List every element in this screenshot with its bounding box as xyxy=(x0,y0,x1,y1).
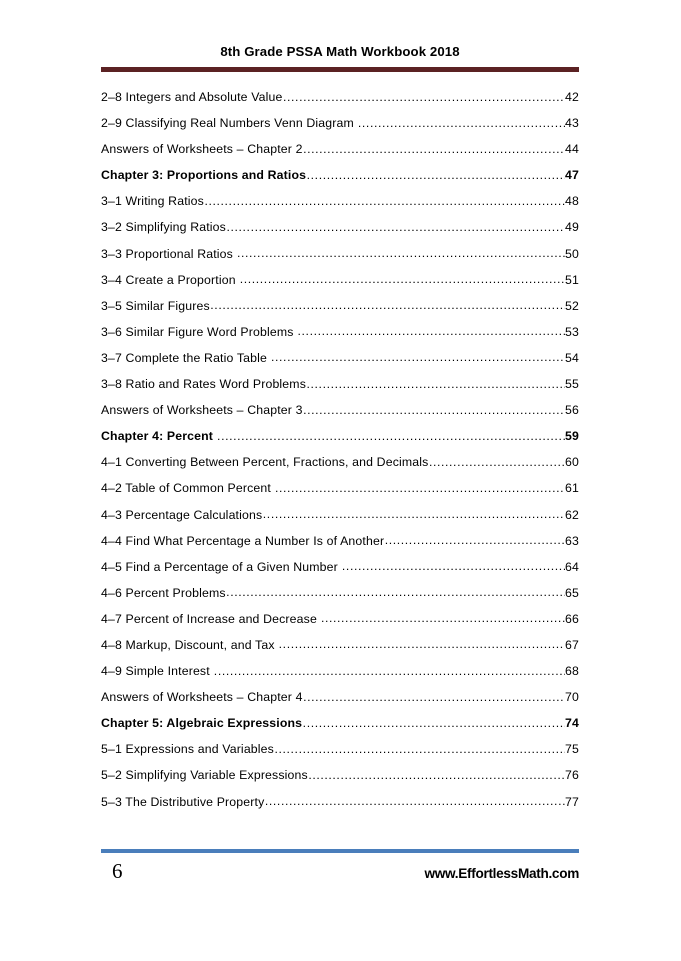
toc-entry-page-number: 70 xyxy=(565,690,579,705)
toc-dot-leader xyxy=(271,351,565,365)
footer-row xyxy=(101,861,579,882)
page-header xyxy=(101,44,579,72)
toc-entry-page-number: 60 xyxy=(565,455,579,470)
toc-entry-page-number: 64 xyxy=(565,559,579,574)
toc-entry-title: 3–3 Proportional Ratios xyxy=(101,246,233,261)
toc-entry[interactable] xyxy=(101,795,579,821)
toc-entry-page-number: 61 xyxy=(565,481,579,496)
toc-entry[interactable] xyxy=(101,247,579,273)
toc-entry[interactable] xyxy=(101,194,579,220)
toc-entry[interactable] xyxy=(101,690,579,716)
toc-dot-leader xyxy=(279,638,565,652)
toc-entry-title: Chapter 5: Algebraic Expressions xyxy=(101,716,303,731)
toc-dot-leader xyxy=(303,403,564,417)
toc-entry[interactable] xyxy=(101,664,579,690)
toc-entry-page-number: 56 xyxy=(565,403,579,418)
toc-dot-leader xyxy=(303,716,565,730)
toc-entry-title: Chapter 4: Percent xyxy=(101,429,214,444)
toc-dot-leader xyxy=(308,768,564,782)
toc-entry-page-number: 77 xyxy=(565,794,579,809)
page-number: 6 xyxy=(112,859,123,883)
toc-entry-page-number: 55 xyxy=(565,377,579,392)
toc-entry-title: Chapter 3: Proportions and Ratios xyxy=(101,168,307,183)
toc-entry-title: 3–5 Similar Figures xyxy=(101,298,210,313)
toc-entry[interactable] xyxy=(101,220,579,246)
toc-entry[interactable] xyxy=(101,403,579,429)
toc-entry[interactable] xyxy=(101,273,579,299)
toc-dot-leader xyxy=(240,273,565,287)
toc-entry-page-number: 68 xyxy=(565,664,579,679)
toc-entry-page-number: 67 xyxy=(565,637,579,652)
toc-dot-leader xyxy=(358,116,565,130)
toc-entry-page-number: 75 xyxy=(565,742,579,757)
toc-entry[interactable] xyxy=(101,481,579,507)
toc-entry[interactable] xyxy=(101,325,579,351)
page-footer xyxy=(101,849,579,882)
toc-entry[interactable] xyxy=(101,455,579,481)
toc-entry-page-number: 76 xyxy=(565,768,579,783)
toc-entry-title: 4–5 Find a Percentage of a Given Number xyxy=(101,559,338,574)
toc-dot-leader xyxy=(321,612,565,626)
toc-entry-page-number: 74 xyxy=(565,716,579,731)
toc-dot-leader xyxy=(210,299,564,313)
toc-entry-page-number: 59 xyxy=(565,429,579,444)
toc-dot-leader xyxy=(214,664,565,678)
toc-entry[interactable] xyxy=(101,116,579,142)
toc-entry-page-number: 52 xyxy=(565,298,579,313)
toc-entry[interactable] xyxy=(101,560,579,586)
toc-dot-leader xyxy=(385,534,565,548)
toc-entry-page-number: 50 xyxy=(565,246,579,261)
toc-entry-title: 4–3 Percentage Calculations xyxy=(101,507,263,522)
toc-dot-leader xyxy=(226,220,564,234)
toc-entry-title: 4–6 Percent Problems xyxy=(101,585,226,600)
toc-entry-title: 4–4 Find What Percentage a Number Is of Another xyxy=(101,533,385,548)
toc-entry-page-number: 42 xyxy=(565,90,579,104)
toc-dot-leader xyxy=(307,377,565,391)
running-head-title: 8th Grade PSSA Math Workbook 2018 xyxy=(220,44,460,59)
toc-entry-title: Answers of Worksheets – Chapter 3 xyxy=(101,403,303,418)
toc-dot-leader xyxy=(298,325,565,339)
toc-entry[interactable] xyxy=(101,508,579,534)
toc-dot-leader xyxy=(274,742,564,756)
table-of-contents xyxy=(101,90,579,821)
toc-entry[interactable] xyxy=(101,638,579,664)
toc-dot-leader xyxy=(265,795,565,809)
toc-entry[interactable] xyxy=(101,90,579,116)
toc-entry[interactable] xyxy=(101,351,579,377)
toc-entry[interactable] xyxy=(101,586,579,612)
toc-entry-page-number: 48 xyxy=(565,194,579,209)
toc-entry[interactable] xyxy=(101,429,579,455)
toc-entry-title: 4–2 Table of Common Percent xyxy=(101,481,271,496)
toc-dot-leader xyxy=(429,455,565,469)
toc-dot-leader xyxy=(303,142,564,156)
toc-entry-title: 2–8 Integers and Absolute Value xyxy=(101,90,283,104)
toc-entry-title: 3–2 Simplifying Ratios xyxy=(101,220,226,235)
toc-entry-page-number: 51 xyxy=(565,272,579,287)
toc-dot-leader xyxy=(226,586,564,600)
toc-dot-leader xyxy=(342,560,565,574)
toc-entry[interactable] xyxy=(101,716,579,742)
toc-entry-page-number: 66 xyxy=(565,611,579,626)
toc-entry[interactable] xyxy=(101,612,579,638)
toc-dot-leader xyxy=(217,429,564,443)
website-url: www.EffortlessMath.com xyxy=(424,866,579,881)
toc-entry-page-number: 44 xyxy=(565,142,579,157)
toc-entry-title: 3–7 Complete the Ratio Table xyxy=(101,350,267,365)
toc-dot-leader xyxy=(303,690,564,704)
toc-entry[interactable] xyxy=(101,534,579,560)
toc-entry-title: 4–7 Percent of Increase and Decrease xyxy=(101,611,317,626)
toc-entry[interactable] xyxy=(101,142,579,168)
toc-dot-leader xyxy=(237,247,565,261)
toc-dot-leader xyxy=(307,168,565,182)
toc-entry-title: 3–1 Writing Ratios xyxy=(101,194,204,209)
toc-entry-page-number: 63 xyxy=(565,533,579,548)
toc-entry-page-number: 65 xyxy=(565,585,579,600)
toc-entry-title: 3–8 Ratio and Rates Word Problems xyxy=(101,377,306,392)
toc-entry-title: 5–1 Expressions and Variables xyxy=(101,742,274,757)
toc-entry[interactable] xyxy=(101,299,579,325)
toc-entry-page-number: 53 xyxy=(565,324,579,339)
toc-entry-title: 5–2 Simplifying Variable Expressions xyxy=(101,768,308,783)
toc-entry-page-number: 49 xyxy=(565,220,579,235)
toc-entry[interactable] xyxy=(101,768,579,794)
toc-entry[interactable] xyxy=(101,168,579,194)
toc-entry-title: 4–8 Markup, Discount, and Tax xyxy=(101,637,275,652)
toc-entry-title: 4–1 Converting Between Percent, Fractions, and Decimals xyxy=(101,455,429,470)
toc-entry-page-number: 47 xyxy=(565,168,579,183)
header-divider-rule xyxy=(101,67,579,72)
footer-divider-rule xyxy=(101,849,579,853)
toc-entry-title: Answers of Worksheets – Chapter 4 xyxy=(101,690,303,705)
toc-entry[interactable] xyxy=(101,742,579,768)
toc-entry[interactable] xyxy=(101,377,579,403)
toc-dot-leader xyxy=(283,90,565,104)
toc-dot-leader xyxy=(204,194,564,208)
toc-entry-title: 4–9 Simple Interest xyxy=(101,664,210,679)
toc-dot-leader xyxy=(263,508,565,522)
toc-entry-title: 3–6 Similar Figure Word Problems xyxy=(101,324,294,339)
toc-entry-page-number: 54 xyxy=(565,350,579,365)
toc-entry-page-number: 62 xyxy=(565,507,579,522)
toc-entry-title: 5–3 The Distributive Property xyxy=(101,794,265,809)
toc-entry-page-number: 43 xyxy=(565,116,579,131)
toc-entry-title: 2–9 Classifying Real Numbers Venn Diagram xyxy=(101,116,354,131)
toc-entry-title: 3–4 Create a Proportion xyxy=(101,272,236,287)
toc-entry-title: Answers of Worksheets – Chapter 2 xyxy=(101,142,303,157)
toc-dot-leader xyxy=(275,481,565,495)
